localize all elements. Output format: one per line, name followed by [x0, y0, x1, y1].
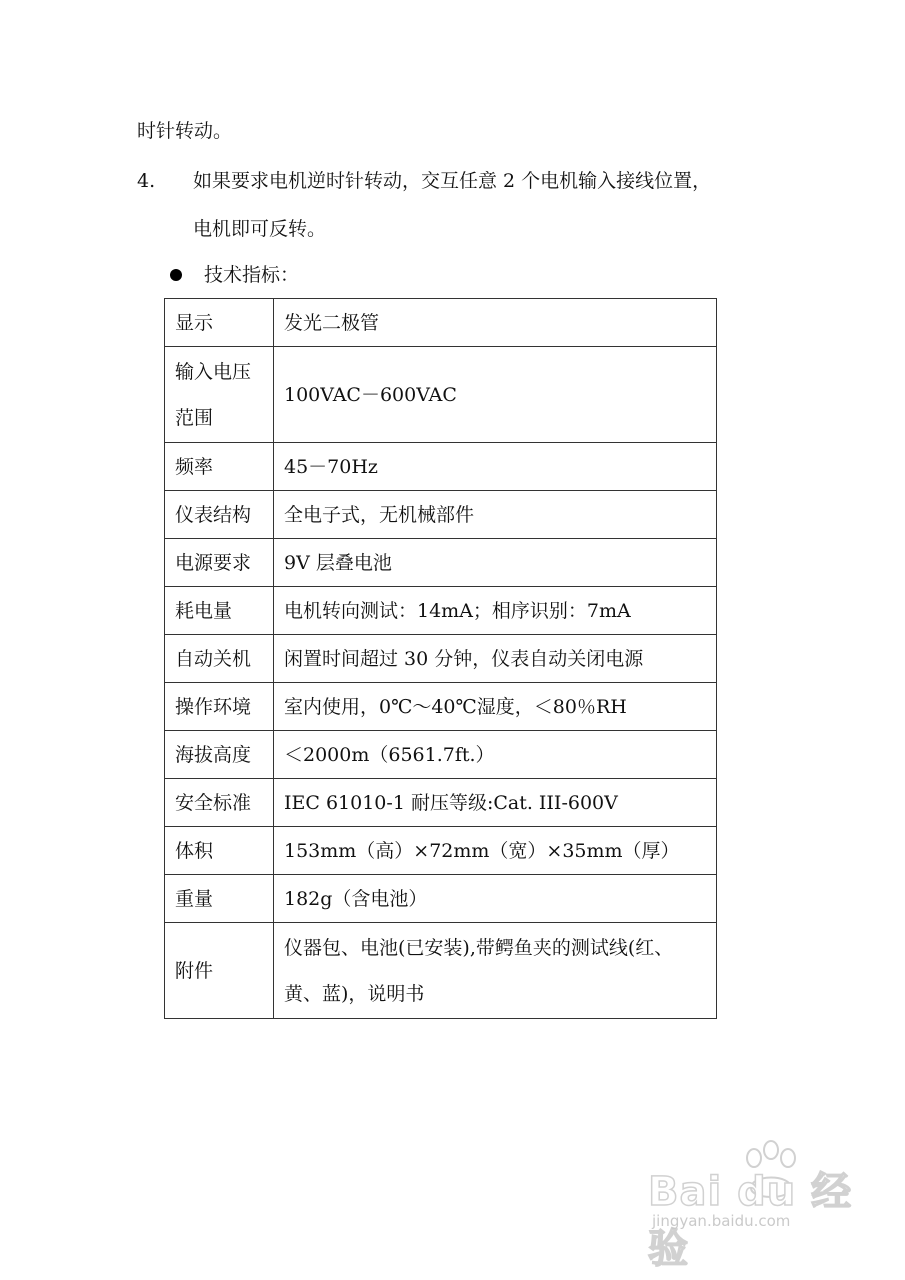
step-text-line2: 电机即可反转。	[193, 218, 327, 240]
spec-key: 安全标准	[165, 779, 274, 827]
table-row	[165, 443, 717, 491]
table-row	[165, 299, 717, 347]
table-row	[165, 539, 717, 587]
spec-key: 输入电压范围	[165, 347, 274, 443]
spec-key: 电源要求	[165, 539, 274, 587]
spec-value: 闲置时间超过 30 分钟，仪表自动关闭电源	[274, 635, 717, 683]
spec-key: 附件	[165, 923, 274, 1019]
spec-key: 频率	[165, 443, 274, 491]
continuation-text: 时针转动。	[137, 120, 233, 142]
table-row	[165, 923, 717, 1019]
spec-table	[164, 298, 717, 1019]
step-text-line1: 如果要求电机逆时针转动，交互任意 2 个电机输入接线位置，	[193, 170, 712, 192]
table-row	[165, 491, 717, 539]
table-row	[165, 731, 717, 779]
spec-value: IEC 61010-1 耐压等级:Cat. III-600V	[274, 779, 717, 827]
spec-value: 室内使用，0℃～40℃湿度，＜80％RH	[274, 683, 717, 731]
watermark-logo-text: Bai du 经验	[648, 1169, 853, 1272]
spec-key: 显示	[165, 299, 274, 347]
spec-key: 耗电量	[165, 587, 274, 635]
bullet-heading	[170, 262, 299, 288]
spec-value: 9V 层叠电池	[274, 539, 717, 587]
spec-key: 操作环境	[165, 683, 274, 731]
spec-key: 自动关机	[165, 635, 274, 683]
table-row	[165, 683, 717, 731]
spec-key: 重量	[165, 875, 274, 923]
table-row	[165, 347, 717, 443]
spec-value: 100VAC－600VAC	[274, 347, 717, 443]
spec-key: 海拔高度	[165, 731, 274, 779]
bullet-heading-text: 技术指标：	[204, 264, 300, 286]
bullet-icon	[170, 269, 182, 281]
table-row	[165, 779, 717, 827]
spec-key: 仪表结构	[165, 491, 274, 539]
spec-value: 电机转向测试：14mA；相序识别：7mA	[274, 587, 717, 635]
spec-value: 45－70Hz	[274, 443, 717, 491]
step-number: 4.	[137, 170, 156, 192]
spec-value: 182g（含电池）	[274, 875, 717, 923]
table-row	[165, 635, 717, 683]
spec-value: ＜2000m（6561.7ft.）	[274, 731, 717, 779]
spec-value: 发光二极管	[274, 299, 717, 347]
spec-value: 153mm（高）×72mm（宽）×35mm（厚）	[274, 827, 717, 875]
table-row	[165, 875, 717, 923]
baidu-watermark	[648, 1140, 868, 1272]
spec-value: 全电子式，无机械部件	[274, 491, 717, 539]
spec-value: 仪器包、电池(已安装),带鳄鱼夹的测试线(红、黄、蓝)，说明书	[274, 923, 717, 1019]
spec-key: 体积	[165, 827, 274, 875]
table-row	[165, 587, 717, 635]
watermark-url: jingyan.baidu.com	[652, 1212, 791, 1230]
table-row	[165, 827, 717, 875]
